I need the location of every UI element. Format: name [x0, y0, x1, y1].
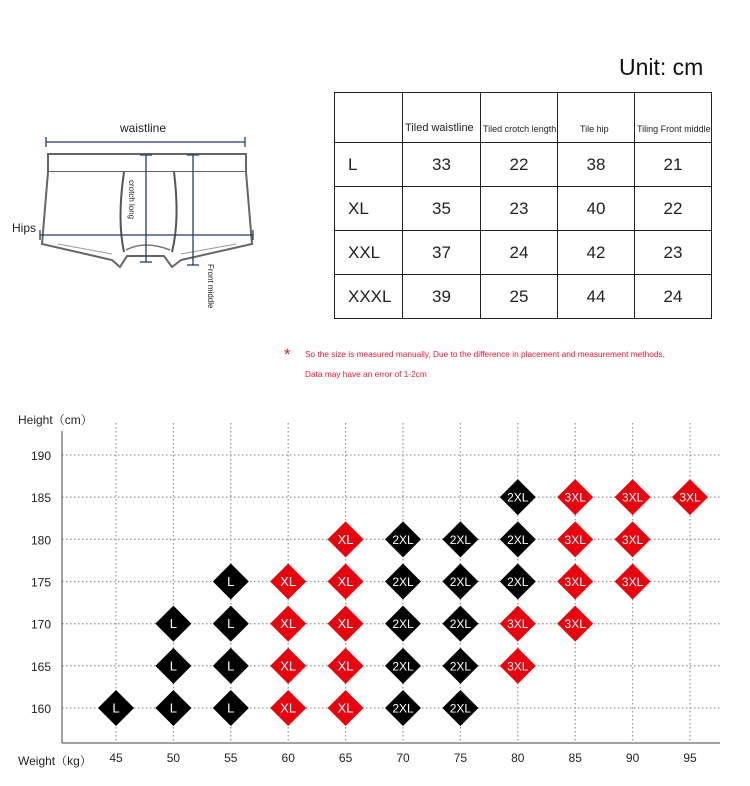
size-marker [500, 521, 536, 557]
size-marker-label: 2XL [392, 701, 414, 716]
size-marker-label: 2XL [449, 617, 472, 632]
size-marker-label: XL [337, 658, 354, 674]
size-marker-label: 2XL [392, 532, 414, 547]
size-marker [213, 690, 249, 726]
size-marker-label: 3XL [564, 490, 586, 505]
size-marker-label: L [227, 616, 235, 632]
size-marker [385, 606, 421, 642]
note-asterisk: * [284, 345, 291, 364]
table-cell: 35 [403, 187, 481, 231]
size-marker-label: L [227, 658, 235, 674]
table-cell: XL [335, 187, 403, 231]
size-marker-label: 3XL [564, 617, 586, 632]
note-line-2: Data may have an error of 1-2cm [305, 369, 427, 379]
table-cell: 39 [403, 275, 481, 319]
size-marker [385, 564, 421, 600]
size-marker [442, 648, 478, 684]
size-marker [442, 521, 478, 557]
size-marker [500, 648, 536, 684]
table-cell: 42 [558, 231, 635, 275]
size-marker-label: XL [280, 574, 297, 589]
table-cell: 21 [635, 143, 712, 187]
hips-label: Hips [12, 221, 37, 235]
table-cell: 37 [403, 231, 481, 275]
unit-label: Unit: cm [619, 54, 704, 80]
x-axis-label: Weight（kg） [18, 754, 92, 768]
size-marker-label: 2XL [449, 575, 472, 589]
table-cell: 23 [481, 187, 558, 231]
size-marker [328, 648, 364, 684]
underwear-measurement-diagram [0, 110, 270, 320]
note-line-1: So the size is measured manually, Due to the difference in placement and measurement methods, [305, 349, 665, 359]
table-cell: XXL [335, 231, 403, 275]
table-cell: 22 [635, 187, 712, 231]
size-marker [270, 648, 306, 684]
waistline-label: waistline [120, 121, 167, 135]
size-marker [328, 521, 364, 557]
size-marker-label: L [169, 616, 178, 632]
size-marker-label: XL [337, 700, 354, 716]
table-header-cell: Tiled crotch length [481, 93, 558, 143]
y-tick-label: 165 [31, 659, 52, 674]
size-marker-label: L [227, 574, 235, 589]
size-marker-label: XL [337, 531, 354, 547]
size-marker-label: XL [337, 574, 354, 589]
table-cell: 24 [481, 231, 558, 275]
front-middle-label: Front middle [206, 264, 215, 309]
x-tick-label: 45 [109, 751, 123, 765]
y-tick-label: 160 [31, 702, 52, 716]
size-marker-label: L [169, 700, 178, 716]
size-marker [328, 690, 364, 726]
crotch-long-label: crotch long [127, 180, 136, 220]
size-marker-label: L [112, 700, 120, 716]
size-marker [557, 479, 593, 515]
table-cell: L [335, 143, 403, 187]
y-tick-label: 175 [31, 575, 52, 590]
size-marker [328, 606, 364, 642]
table-row [335, 231, 712, 275]
table-row [335, 275, 712, 319]
size-marker [672, 479, 708, 515]
size-marker-label: 3XL [621, 532, 644, 547]
underwear-outline [42, 154, 252, 267]
size-marker-label: XL [280, 700, 297, 716]
size-marker-label: L [227, 700, 235, 716]
x-tick-label: 80 [511, 751, 525, 765]
table-header-cell [335, 93, 403, 143]
size-marker-label: 2XL [392, 617, 414, 632]
size-marker [557, 564, 593, 600]
waistline-measure-line [46, 137, 245, 147]
size-marker-label: 2XL [449, 659, 472, 674]
size-marker [270, 690, 306, 726]
x-tick-label: 55 [224, 751, 238, 765]
table-row [335, 187, 712, 231]
x-tick-label: 85 [568, 751, 582, 765]
table-cell: 40 [558, 187, 635, 231]
table-header-cell: Tiled waistline [403, 93, 481, 143]
size-marker-label: 3XL [507, 617, 529, 632]
x-tick-label: 65 [338, 751, 353, 765]
size-marker [328, 564, 364, 600]
x-tick-label: 75 [453, 751, 468, 765]
size-marker-label: 3XL [507, 659, 529, 674]
y-tick-label: 185 [31, 491, 52, 506]
size-marker [385, 521, 421, 557]
size-marker [442, 564, 478, 600]
x-tick-label: 70 [396, 751, 410, 765]
size-marker-label: 3XL [564, 575, 586, 589]
table-header-cell: Tiling Front middle [635, 93, 712, 143]
size-marker-label: 2XL [392, 659, 414, 674]
x-tick-label: 50 [166, 751, 181, 765]
x-tick-label: 95 [683, 751, 697, 765]
size-marker-label: XL [337, 616, 354, 632]
size-marker-label: 2XL [507, 532, 529, 547]
size-marker-label: 3XL [564, 532, 586, 547]
size-marker [385, 648, 421, 684]
size-marker [557, 606, 593, 642]
size-marker [270, 606, 306, 642]
size-marker-label: 3XL [679, 490, 701, 505]
table-cell: 23 [635, 231, 712, 275]
y-tick-label: 170 [31, 617, 52, 632]
size-marker-label: XL [280, 616, 297, 632]
size-marker-label: 2XL [449, 701, 472, 716]
table-row [335, 143, 712, 187]
y-axis-label: Height（cm） [18, 413, 93, 427]
size-marker [155, 606, 191, 642]
size-marker [213, 648, 249, 684]
size-marker [98, 690, 134, 726]
table-header-row [335, 93, 712, 143]
y-tick-label: 190 [31, 449, 52, 463]
size-marker-label: 3XL [621, 575, 644, 589]
size-marker [442, 606, 478, 642]
size-marker [500, 606, 536, 642]
table-cell: 25 [481, 275, 558, 319]
y-tick-label: 180 [31, 533, 52, 548]
size-marker-label: 3XL [621, 490, 644, 505]
size-marker [155, 690, 191, 726]
table-header-cell: Tile hip [558, 93, 635, 143]
size-marker-label: 2XL [392, 575, 414, 589]
table-cell: 33 [403, 143, 481, 187]
size-marker [615, 521, 651, 557]
size-marker [557, 521, 593, 557]
size-marker [270, 564, 306, 600]
x-tick-label: 90 [625, 751, 640, 765]
size-marker-label: 2XL [507, 575, 529, 589]
size-marker [615, 564, 651, 600]
size-marker [615, 479, 651, 515]
table-cell: 24 [635, 275, 712, 319]
table-cell: 38 [558, 143, 635, 187]
size-chart [0, 405, 750, 786]
size-marker-label: XL [280, 658, 297, 674]
size-marker [213, 606, 249, 642]
table-cell: 44 [558, 275, 635, 319]
size-marker [442, 690, 478, 726]
size-marker [385, 690, 421, 726]
x-tick-label: 60 [281, 751, 295, 765]
size-marker-label: L [169, 658, 178, 674]
table-cell: XXXL [335, 275, 403, 319]
size-table [334, 92, 712, 319]
size-marker-label: 2XL [449, 532, 472, 547]
size-marker [500, 479, 536, 515]
size-marker [213, 564, 249, 600]
size-marker-label: 2XL [507, 490, 529, 505]
table-cell: 22 [481, 143, 558, 187]
size-marker [155, 648, 191, 684]
size-marker [500, 564, 536, 600]
